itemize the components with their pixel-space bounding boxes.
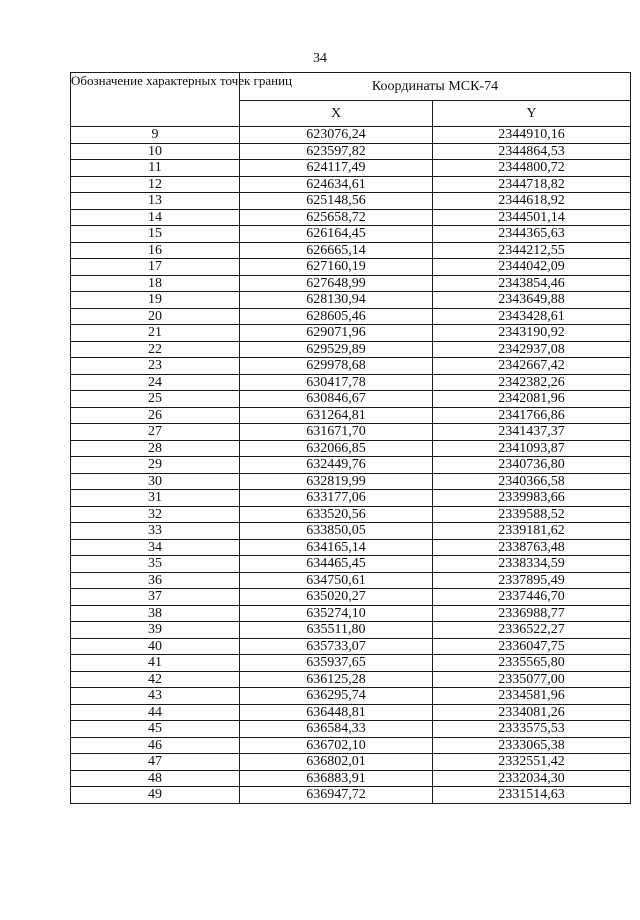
header-point-designation: Обозначение характерных точек границ xyxy=(71,73,240,127)
table-row xyxy=(71,622,631,639)
table-row xyxy=(71,193,631,210)
cell-x: 636448,81 xyxy=(240,704,433,721)
cell-x: 626665,14 xyxy=(240,242,433,259)
cell-y: 2342667,42 xyxy=(433,358,631,375)
table-row xyxy=(71,787,631,804)
table-row xyxy=(71,605,631,622)
cell-x: 625658,72 xyxy=(240,209,433,226)
cell-point: 20 xyxy=(71,308,240,325)
table-row xyxy=(71,292,631,309)
cell-x: 623076,24 xyxy=(240,127,433,144)
cell-x: 629071,96 xyxy=(240,325,433,342)
cell-point: 37 xyxy=(71,589,240,606)
table-row xyxy=(71,242,631,259)
table-row xyxy=(71,589,631,606)
table-row xyxy=(71,209,631,226)
cell-x: 635274,10 xyxy=(240,605,433,622)
cell-x: 634465,45 xyxy=(240,556,433,573)
table-row xyxy=(71,655,631,672)
table-row xyxy=(71,721,631,738)
cell-point: 22 xyxy=(71,341,240,358)
cell-y: 2337446,70 xyxy=(433,589,631,606)
cell-point: 40 xyxy=(71,638,240,655)
cell-x: 636125,28 xyxy=(240,671,433,688)
cell-point: 10 xyxy=(71,143,240,160)
cell-y: 2342937,08 xyxy=(433,341,631,358)
cell-y: 2344212,55 xyxy=(433,242,631,259)
cell-y: 2333065,38 xyxy=(433,737,631,754)
cell-point: 36 xyxy=(71,572,240,589)
cell-point: 35 xyxy=(71,556,240,573)
cell-x: 636883,91 xyxy=(240,770,433,787)
cell-y: 2344365,63 xyxy=(433,226,631,243)
cell-x: 636947,72 xyxy=(240,787,433,804)
cell-y: 2336522,27 xyxy=(433,622,631,639)
cell-x: 635937,65 xyxy=(240,655,433,672)
cell-point: 33 xyxy=(71,523,240,540)
table-row xyxy=(71,754,631,771)
table-row xyxy=(71,490,631,507)
table-row xyxy=(71,374,631,391)
cell-x: 624634,61 xyxy=(240,176,433,193)
cell-y: 2344618,92 xyxy=(433,193,631,210)
cell-point: 16 xyxy=(71,242,240,259)
cell-y: 2342382,26 xyxy=(433,374,631,391)
cell-x: 632449,76 xyxy=(240,457,433,474)
cell-point: 21 xyxy=(71,325,240,342)
cell-point: 26 xyxy=(71,407,240,424)
cell-y: 2343190,92 xyxy=(433,325,631,342)
table-row xyxy=(71,539,631,556)
table-row xyxy=(71,473,631,490)
table-row xyxy=(71,424,631,441)
table-row xyxy=(71,737,631,754)
table-row xyxy=(71,358,631,375)
cell-point: 47 xyxy=(71,754,240,771)
coordinates-table xyxy=(70,72,631,804)
cell-point: 23 xyxy=(71,358,240,375)
cell-point: 42 xyxy=(71,671,240,688)
cell-x: 633850,05 xyxy=(240,523,433,540)
cell-x: 636584,33 xyxy=(240,721,433,738)
header-coordinates-system: Координаты МСК-74 xyxy=(240,73,631,101)
cell-point: 38 xyxy=(71,605,240,622)
table-row xyxy=(71,457,631,474)
cell-x: 629978,68 xyxy=(240,358,433,375)
cell-point: 31 xyxy=(71,490,240,507)
table-row xyxy=(71,671,631,688)
cell-y: 2340736,80 xyxy=(433,457,631,474)
cell-y: 2336047,75 xyxy=(433,638,631,655)
cell-x: 628605,46 xyxy=(240,308,433,325)
table-row xyxy=(71,143,631,160)
cell-point: 25 xyxy=(71,391,240,408)
cell-y: 2340366,58 xyxy=(433,473,631,490)
cell-point: 27 xyxy=(71,424,240,441)
table-row xyxy=(71,556,631,573)
cell-point: 30 xyxy=(71,473,240,490)
cell-x: 624117,49 xyxy=(240,160,433,177)
table-body xyxy=(71,127,631,804)
cell-y: 2338334,59 xyxy=(433,556,631,573)
cell-point: 49 xyxy=(71,787,240,804)
cell-x: 634750,61 xyxy=(240,572,433,589)
cell-y: 2331514,63 xyxy=(433,787,631,804)
table-row xyxy=(71,160,631,177)
cell-y: 2333575,53 xyxy=(433,721,631,738)
cell-y: 2342081,96 xyxy=(433,391,631,408)
cell-x: 635733,07 xyxy=(240,638,433,655)
cell-x: 635020,27 xyxy=(240,589,433,606)
cell-y: 2332551,42 xyxy=(433,754,631,771)
table-row xyxy=(71,704,631,721)
cell-point: 13 xyxy=(71,193,240,210)
table-row xyxy=(71,341,631,358)
cell-point: 14 xyxy=(71,209,240,226)
cell-point: 46 xyxy=(71,737,240,754)
cell-x: 631264,81 xyxy=(240,407,433,424)
cell-point: 9 xyxy=(71,127,240,144)
table-row xyxy=(71,506,631,523)
cell-y: 2332034,30 xyxy=(433,770,631,787)
cell-x: 627648,99 xyxy=(240,275,433,292)
table-row xyxy=(71,275,631,292)
cell-x: 632819,99 xyxy=(240,473,433,490)
cell-y: 2336988,77 xyxy=(433,605,631,622)
cell-x: 628130,94 xyxy=(240,292,433,309)
table-row xyxy=(71,127,631,144)
cell-x: 630846,67 xyxy=(240,391,433,408)
cell-point: 44 xyxy=(71,704,240,721)
cell-x: 633520,56 xyxy=(240,506,433,523)
cell-y: 2344864,53 xyxy=(433,143,631,160)
cell-point: 17 xyxy=(71,259,240,276)
cell-y: 2341437,37 xyxy=(433,424,631,441)
cell-y: 2334581,96 xyxy=(433,688,631,705)
cell-point: 29 xyxy=(71,457,240,474)
cell-point: 15 xyxy=(71,226,240,243)
cell-x: 623597,82 xyxy=(240,143,433,160)
cell-y: 2344800,72 xyxy=(433,160,631,177)
table-row xyxy=(71,440,631,457)
table-row xyxy=(71,572,631,589)
table-row xyxy=(71,523,631,540)
table-row xyxy=(71,638,631,655)
cell-x: 625148,56 xyxy=(240,193,433,210)
cell-x: 629529,89 xyxy=(240,341,433,358)
cell-y: 2341766,86 xyxy=(433,407,631,424)
cell-x: 634165,14 xyxy=(240,539,433,556)
cell-x: 636802,01 xyxy=(240,754,433,771)
cell-y: 2341093,87 xyxy=(433,440,631,457)
cell-y: 2338763,48 xyxy=(433,539,631,556)
cell-x: 631671,70 xyxy=(240,424,433,441)
cell-point: 24 xyxy=(71,374,240,391)
table-row xyxy=(71,407,631,424)
table-row xyxy=(71,259,631,276)
cell-point: 34 xyxy=(71,539,240,556)
cell-y: 2344501,14 xyxy=(433,209,631,226)
cell-y: 2335077,00 xyxy=(433,671,631,688)
cell-x: 636702,10 xyxy=(240,737,433,754)
table-row xyxy=(71,308,631,325)
page-number: 34 xyxy=(313,51,327,66)
header-y: Y xyxy=(433,101,631,127)
table-header xyxy=(71,73,631,127)
cell-x: 626164,45 xyxy=(240,226,433,243)
cell-point: 28 xyxy=(71,440,240,457)
cell-y: 2335565,80 xyxy=(433,655,631,672)
cell-point: 41 xyxy=(71,655,240,672)
table-row xyxy=(71,325,631,342)
cell-y: 2337895,49 xyxy=(433,572,631,589)
table-row xyxy=(71,391,631,408)
cell-y: 2339588,52 xyxy=(433,506,631,523)
table-row xyxy=(71,226,631,243)
cell-point: 43 xyxy=(71,688,240,705)
cell-point: 12 xyxy=(71,176,240,193)
table-row xyxy=(71,688,631,705)
cell-y: 2344910,16 xyxy=(433,127,631,144)
cell-x: 632066,85 xyxy=(240,440,433,457)
cell-y: 2344042,09 xyxy=(433,259,631,276)
cell-x: 635511,80 xyxy=(240,622,433,639)
cell-point: 32 xyxy=(71,506,240,523)
cell-y: 2334081,26 xyxy=(433,704,631,721)
cell-y: 2339983,66 xyxy=(433,490,631,507)
cell-point: 19 xyxy=(71,292,240,309)
cell-point: 11 xyxy=(71,160,240,177)
cell-point: 18 xyxy=(71,275,240,292)
header-x: X xyxy=(240,101,433,127)
cell-y: 2339181,62 xyxy=(433,523,631,540)
cell-y: 2343854,46 xyxy=(433,275,631,292)
cell-point: 45 xyxy=(71,721,240,738)
cell-point: 48 xyxy=(71,770,240,787)
cell-x: 630417,78 xyxy=(240,374,433,391)
cell-y: 2343649,88 xyxy=(433,292,631,309)
cell-x: 627160,19 xyxy=(240,259,433,276)
cell-x: 636295,74 xyxy=(240,688,433,705)
cell-x: 633177,06 xyxy=(240,490,433,507)
cell-point: 39 xyxy=(71,622,240,639)
cell-y: 2343428,61 xyxy=(433,308,631,325)
table-row xyxy=(71,176,631,193)
table-row xyxy=(71,770,631,787)
cell-y: 2344718,82 xyxy=(433,176,631,193)
